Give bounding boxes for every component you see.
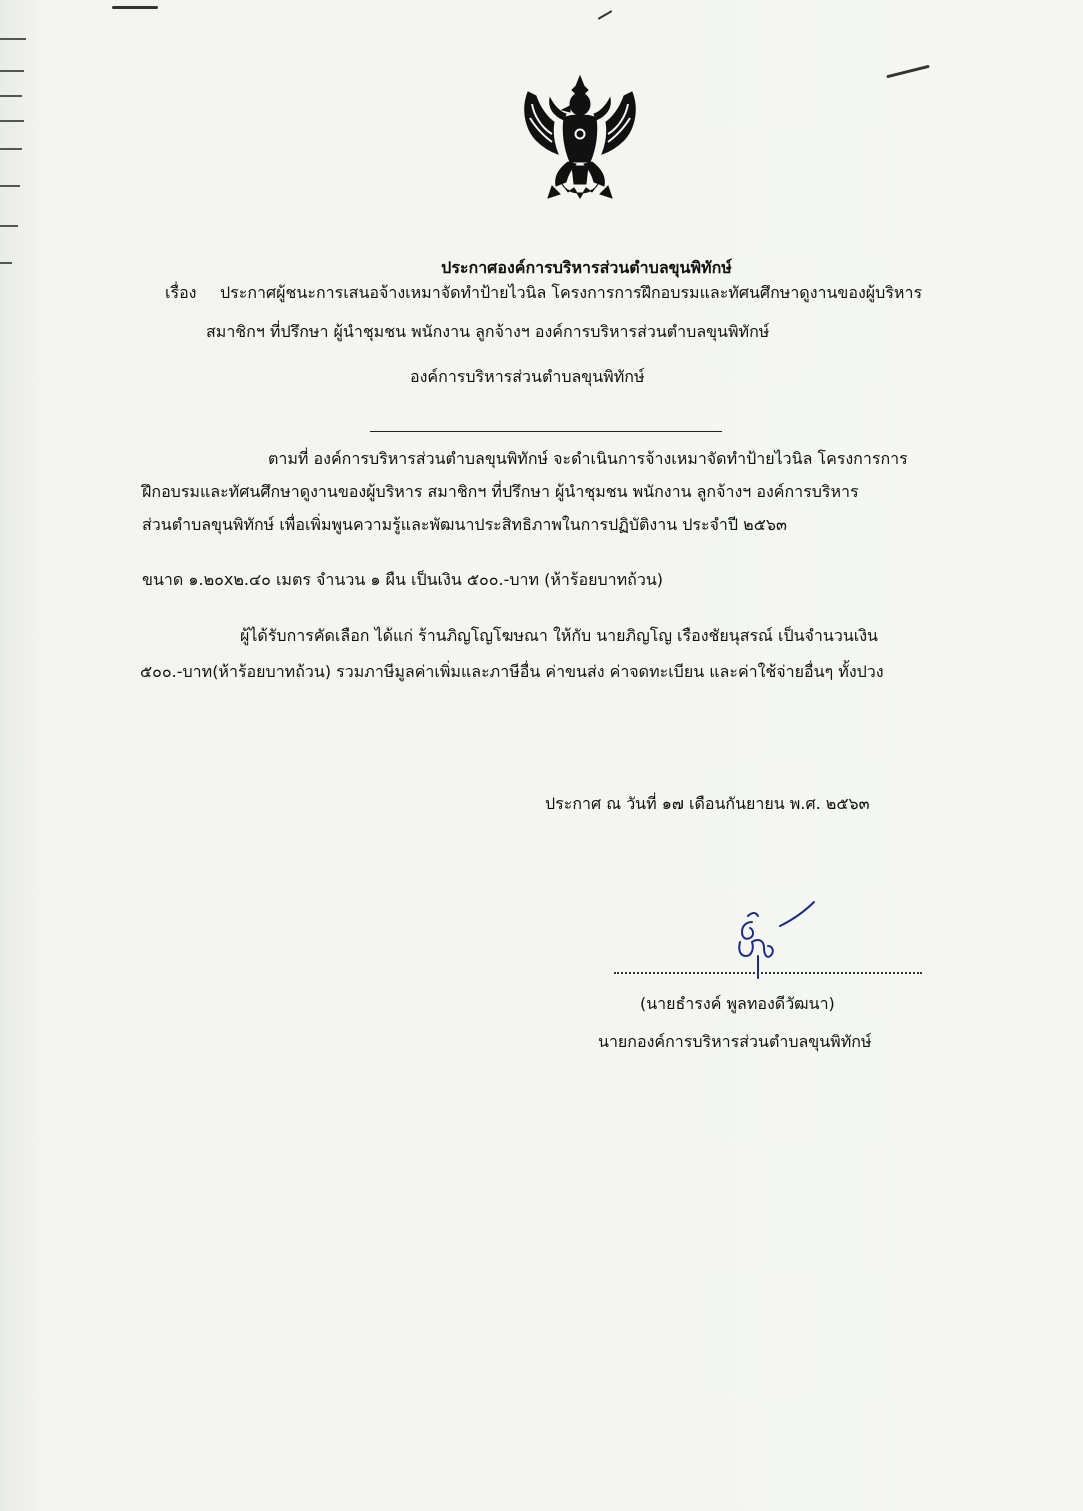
scan-mark — [598, 10, 613, 20]
scan-mark — [0, 185, 20, 187]
signature-line — [614, 972, 922, 974]
signer-position: นายกองค์การบริหารส่วนตำบลขุนพิทักษ์ — [598, 1032, 872, 1051]
scan-mark — [0, 120, 24, 122]
paragraph-line: ผู้ได้รับการคัดเลือก ได้แก่ ร้านภิญโญโฆษณา ให้กับ นายภิญโญ เรืองชัยนุสรณ์ เป็นจำนวนเงิน — [240, 626, 878, 645]
signer-name: (นายธำรงค์ พูลทองดีวัฒนา) — [640, 994, 835, 1013]
garuda-emblem-icon — [518, 72, 642, 204]
paragraph-line: ส่วนตำบลขุนพิทักษ์ เพื่อเพิ่มพูนความรู้และพัฒนาประสิทธิภาพในการปฏิบัติงาน ประจำปี ๒๕๖๓ — [142, 515, 787, 534]
subject-line: ประกาศผู้ชนะการเสนอจ้างเหมาจัดทำป้ายไวนิล โครงการการฝึกอบรมและทัศนศึกษาดูงานของผู้บริหาร — [220, 283, 923, 302]
paragraph-line: ๕๐๐.-บาท(ห้าร้อยบาทถ้วน) รวมภาษีมูลค่าเพิ่มและภาษีอื่น ค่าขนส่ง ค่าจดทะเบียน และค่าใช้จ่ายอื่นๆ ทั้งปวง — [140, 662, 884, 681]
handwritten-signature — [718, 898, 828, 982]
subject-label: เรื่อง — [165, 283, 197, 302]
paragraph-line: ขนาด ๑.๒๐x๒.๔๐ เมตร จำนวน ๑ ผืน เป็นเงิน ๕๐๐.-บาท (ห้าร้อยบาทถ้วน) — [142, 570, 664, 589]
subject-line: องค์การบริหารส่วนตำบลขุนพิทักษ์ — [410, 367, 645, 386]
announcement-title: ประกาศองค์การบริหารส่วนตำบลขุนพิทักษ์ — [441, 258, 732, 277]
scan-mark — [0, 95, 22, 97]
scan-mark — [886, 65, 929, 79]
scan-mark — [0, 225, 18, 227]
scan-mark — [0, 70, 24, 72]
announcement-date: ประกาศ ณ วันที่ ๑๗ เดือนกันยายน พ.ศ. ๒๕๖๓ — [545, 794, 870, 813]
scan-mark — [0, 38, 26, 40]
paragraph-line: ตามที่ องค์การบริหารส่วนตำบลขุนพิทักษ์ จะดำเนินการจ้างเหมาจัดทำป้ายไวนิล โครงการการ — [268, 449, 908, 468]
scan-mark — [0, 148, 22, 150]
subject-line: สมาชิกฯ ที่ปรึกษา ผู้นำชุมชน พนักงาน ลูกจ้างฯ องค์การบริหารส่วนตำบลขุนพิทักษ์ — [206, 322, 770, 341]
paragraph-line: ฝึกอบรมและทัศนศึกษาดูงานของผู้บริหาร สมาชิกฯ ที่ปรึกษา ผู้นำชุมชน พนักงาน ลูกจ้างฯ องค์การบริหาร — [142, 482, 859, 501]
title-divider — [370, 431, 722, 432]
scan-mark — [112, 6, 158, 9]
